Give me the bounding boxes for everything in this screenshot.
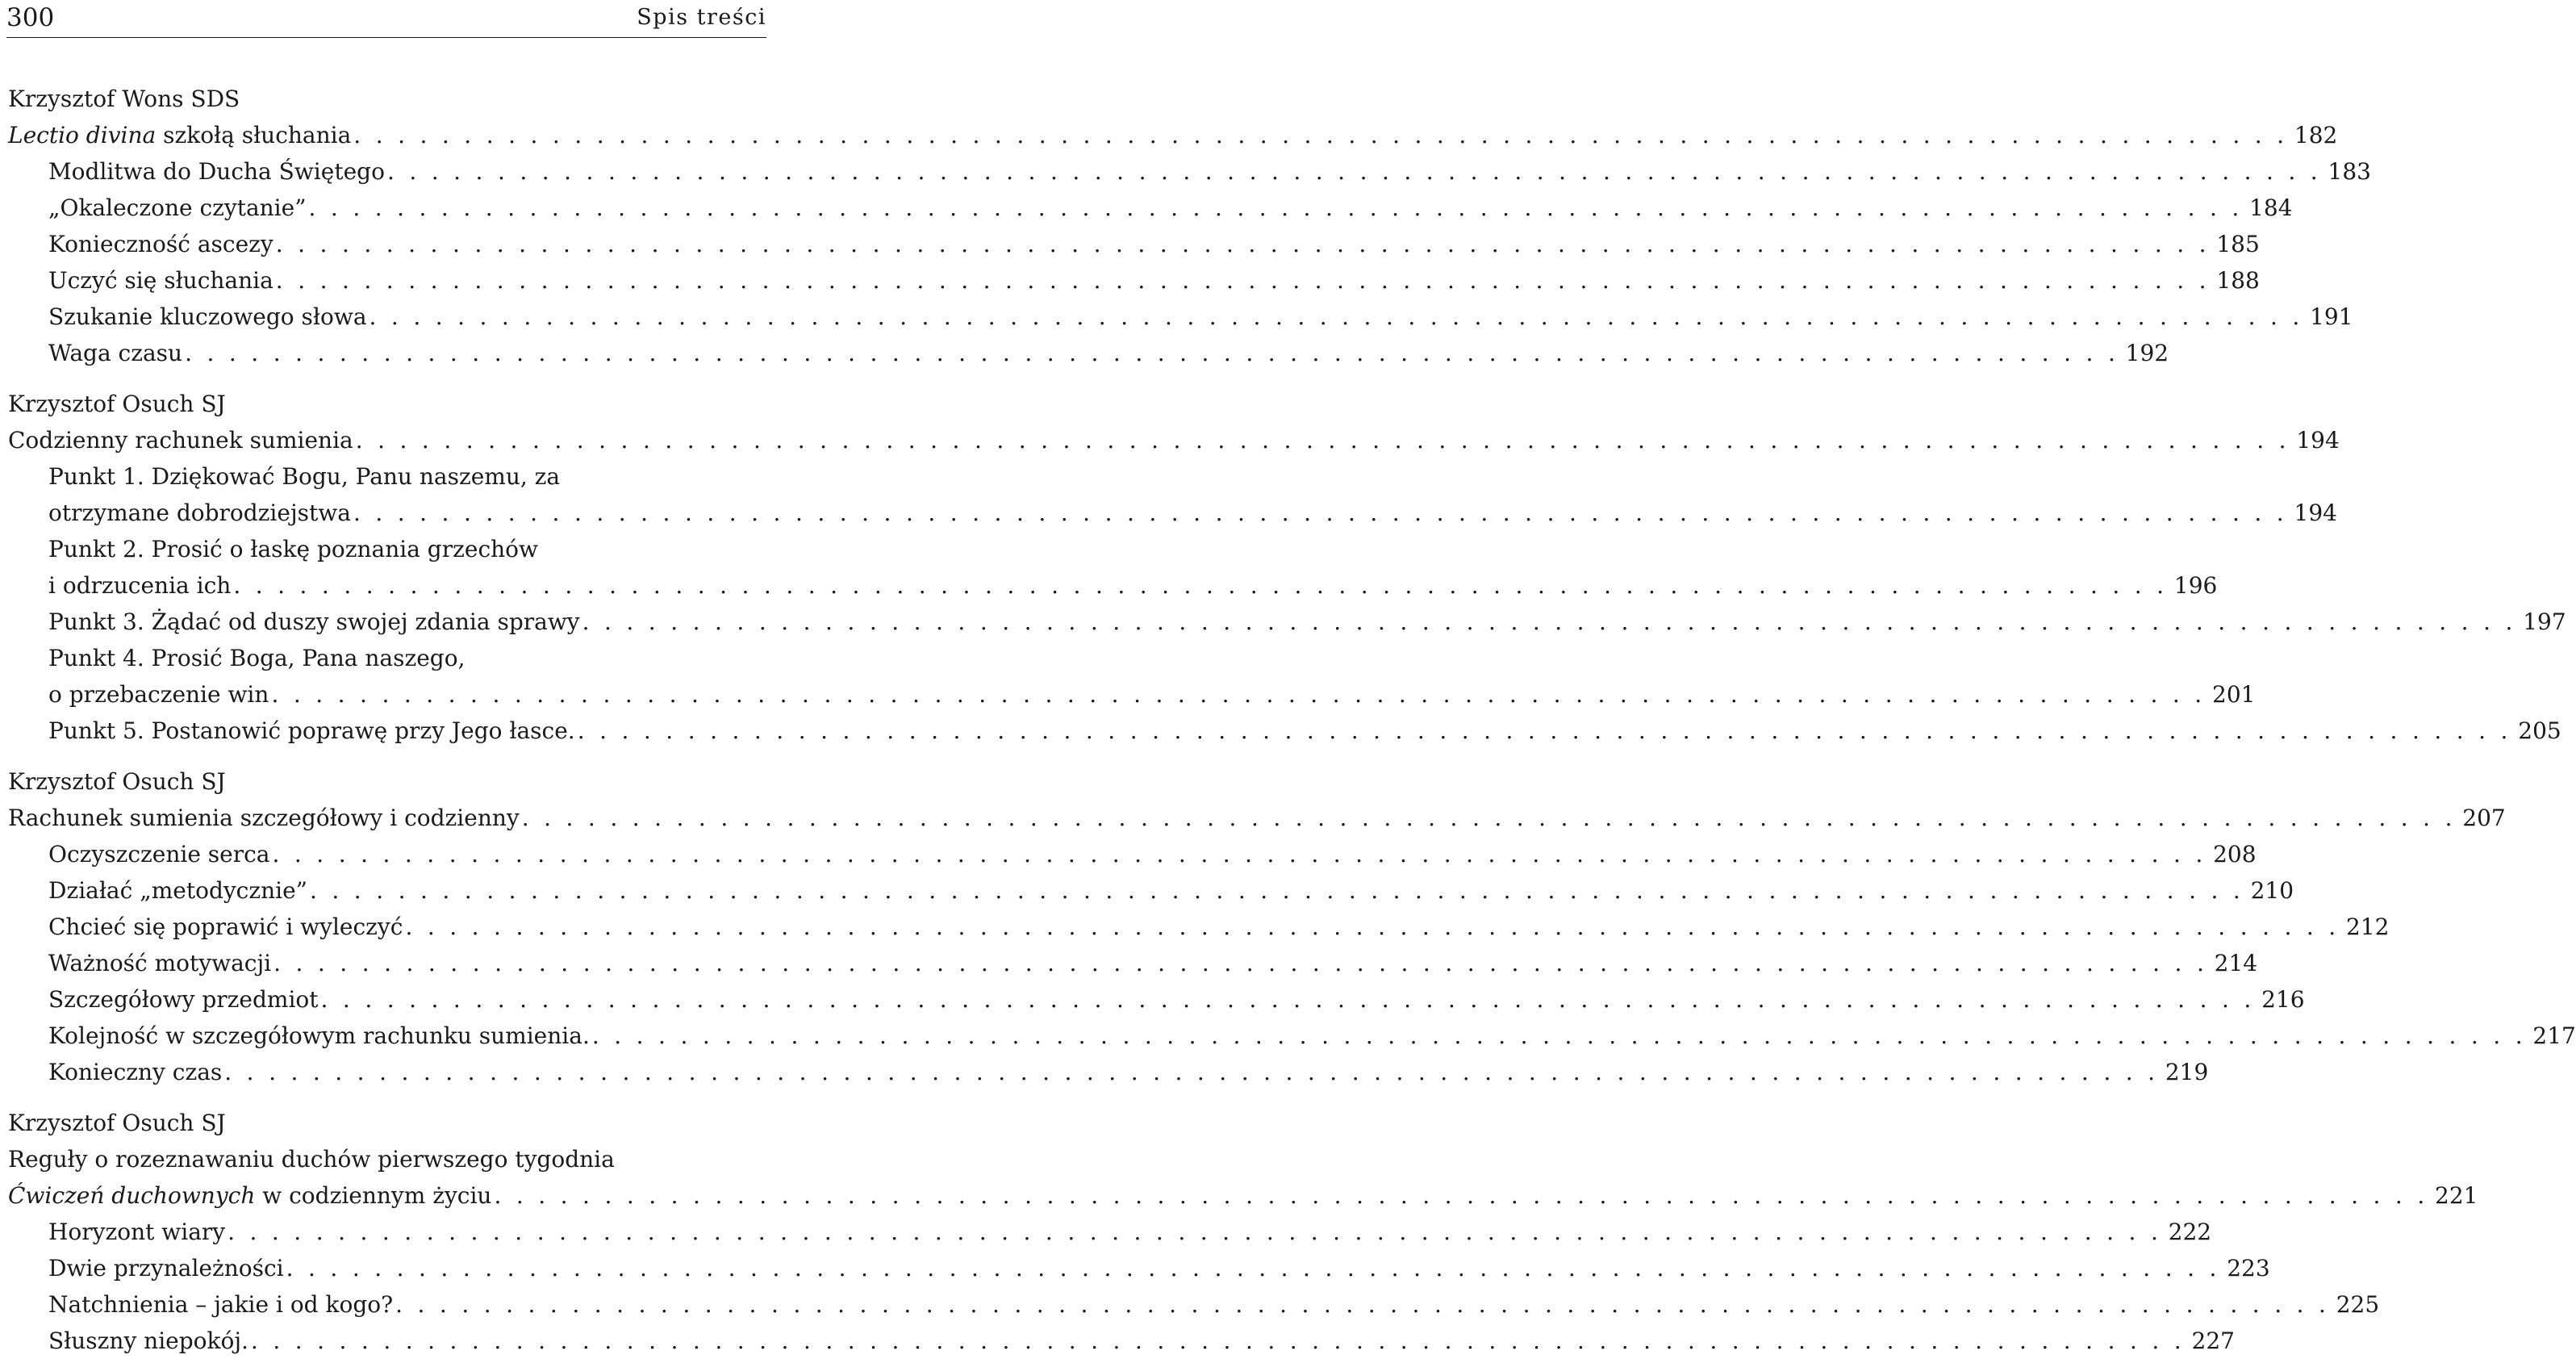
entry-first-line: Punkt 4. Prosić Boga, Pana naszego, <box>48 645 466 671</box>
page-ref: 197 <box>2523 608 2566 635</box>
toc-entry[interactable] <box>8 676 2256 713</box>
entry-first-line: Punkt 2. Prosić o łaskę poznania grzechów <box>48 536 538 562</box>
toc-entry[interactable] <box>8 981 2305 1018</box>
dot-leader <box>307 872 2244 909</box>
entry-label: Modlitwa do Ducha Świętego <box>48 158 385 185</box>
dot-leader <box>403 909 2340 945</box>
page-ref: 216 <box>2261 986 2305 1013</box>
entry-label: Uczyć się słuchania <box>48 267 273 294</box>
dot-leader <box>393 1286 2330 1323</box>
page-header <box>6 0 766 38</box>
toc-entry[interactable] <box>8 604 2566 640</box>
title-rest: w codziennym życiu <box>255 1182 492 1209</box>
page-ref: 183 <box>2328 158 2371 185</box>
entry-label: i odrzucenia ich <box>48 572 232 599</box>
toc-entry[interactable] <box>8 1323 2235 1359</box>
toc-entry[interactable] <box>8 153 2371 190</box>
page-ref: 182 <box>2294 122 2338 148</box>
toc-entry-title[interactable] <box>8 800 2506 836</box>
entry-label: Horyzont wiary <box>48 1219 226 1245</box>
entry-label: Chcieć się poprawić i wyleczyć <box>48 914 403 940</box>
section-title: Codzienny rachunek sumienia <box>8 427 353 454</box>
dot-leader <box>270 836 2207 872</box>
entry-label: Szukanie kluczowego słowa <box>48 303 367 330</box>
dot-leader <box>273 262 2211 299</box>
dot-leader <box>580 604 2517 640</box>
entry-label: Konieczny czas <box>48 1059 223 1085</box>
page-ref: 219 <box>2165 1059 2209 1085</box>
page-ref: 184 <box>2249 194 2293 221</box>
page-ref: 227 <box>2191 1327 2235 1354</box>
dot-leader <box>271 945 2208 981</box>
page-ref: 188 <box>2216 267 2260 294</box>
dot-leader <box>284 1250 2221 1286</box>
dot-leader <box>269 676 2206 713</box>
page-ref: 223 <box>2227 1255 2270 1281</box>
dot-leader <box>385 153 2322 190</box>
entry-label: Dwie przynależności <box>48 1255 284 1281</box>
section-author: Krzysztof Wons SDS <box>8 86 240 112</box>
dot-leader <box>575 713 2512 749</box>
toc-entry-title[interactable] <box>8 422 2340 458</box>
toc-entry[interactable] <box>8 713 2561 749</box>
section-title-line1: Reguły o rozeznawaniu duchów pierwszego tygodnia <box>8 1146 615 1173</box>
entry-label: Punkt 3. Żądać od duszy swojej zdania sprawy <box>48 608 580 635</box>
entry-label: otrzymane dobrodziejstwa <box>48 500 351 526</box>
dot-leader <box>225 1214 2162 1250</box>
page-ref: 222 <box>2168 1219 2212 1245</box>
dot-leader <box>367 299 2304 335</box>
toc-entry-title[interactable] <box>8 117 2338 153</box>
entry-label: Słuszny niepokój. <box>48 1327 248 1354</box>
page-ref: 225 <box>2336 1291 2380 1318</box>
dot-leader <box>248 1323 2186 1359</box>
toc-section <box>8 386 2566 749</box>
entry-first-line: Punkt 1. Dziękować Bogu, Panu naszemu, za <box>48 463 561 490</box>
toc-entry[interactable] <box>8 872 2294 909</box>
toc-section <box>8 1105 2478 1359</box>
page-ref: 221 <box>2435 1182 2478 1209</box>
toc-section <box>8 81 2371 371</box>
page-number: 300 <box>6 3 55 32</box>
dot-leader <box>319 981 2256 1018</box>
toc-entry[interactable] <box>8 190 2293 226</box>
toc-entry-title[interactable] <box>8 1177 2478 1214</box>
section-author: Krzysztof Osuch SJ <box>8 768 226 795</box>
section-author: Krzysztof Osuch SJ <box>8 391 226 417</box>
toc-entry[interactable] <box>8 1054 2209 1090</box>
dot-leader <box>351 495 2288 531</box>
entry-label: Natchnienia – jakie i od kogo? <box>48 1291 394 1318</box>
toc-entry[interactable] <box>8 226 2260 262</box>
toc-entry[interactable] <box>8 909 2390 945</box>
page-ref: 192 <box>2125 340 2169 366</box>
dot-leader <box>273 226 2211 262</box>
page-ref: 201 <box>2212 681 2256 708</box>
dot-leader <box>520 800 2457 836</box>
toc-entry[interactable] <box>8 945 2258 981</box>
page-ref: 194 <box>2294 500 2337 526</box>
page-ref: 207 <box>2462 805 2506 831</box>
section-title: Rachunek sumienia szczegółowy i codzienny <box>8 805 520 831</box>
toc-section <box>8 763 2576 1090</box>
title-rest: szkołą słuchania <box>156 122 352 148</box>
page-ref: 208 <box>2213 841 2257 868</box>
entry-label: Kolejność w szczegółowym rachunku sumienia. <box>48 1022 590 1049</box>
page-ref: 185 <box>2216 231 2260 257</box>
dot-leader <box>353 422 2290 458</box>
page-ref: 214 <box>2214 950 2258 976</box>
title-italic: Ćwiczeń duchownych <box>8 1182 256 1209</box>
entry-label: Ważność motywacji <box>48 950 272 976</box>
entry-label: „Okaleczone czytanie” <box>48 194 307 221</box>
dot-leader <box>307 190 2244 226</box>
entry-label: Punkt 5. Postanowić poprawę przy Jego łasce. <box>48 717 575 744</box>
entry-label: Konieczność ascezy <box>48 231 273 257</box>
toc-entry[interactable] <box>8 1214 2212 1250</box>
toc-entry[interactable] <box>8 567 2218 604</box>
page-ref: 217 <box>2532 1022 2576 1049</box>
toc-entry[interactable] <box>8 299 2353 335</box>
dot-leader <box>491 1177 2428 1214</box>
section-author: Krzysztof Osuch SJ <box>8 1110 226 1136</box>
entry-label: Szczegółowy przedmiot <box>48 986 319 1013</box>
entry-label: Działać „metodycznie” <box>48 877 307 904</box>
toc-entry[interactable] <box>8 495 2337 531</box>
table-of-contents <box>8 81 2576 1359</box>
toc-entry[interactable] <box>8 1018 2576 1054</box>
entry-label: o przebaczenie win <box>48 681 269 708</box>
toc-entry[interactable] <box>8 262 2260 299</box>
page-ref: 194 <box>2296 427 2340 454</box>
toc-entry[interactable] <box>8 836 2257 872</box>
entry-label: Waga czasu <box>48 340 183 366</box>
title-italic: Lectio divina <box>8 122 157 148</box>
page-ref: 205 <box>2518 717 2561 744</box>
page-ref: 196 <box>2173 572 2218 599</box>
toc-entry[interactable] <box>8 335 2169 371</box>
dot-leader <box>231 567 2168 604</box>
dot-leader <box>590 1018 2527 1054</box>
dot-leader <box>351 117 2288 153</box>
running-head: Spis treści <box>637 5 766 30</box>
page-ref: 191 <box>2310 303 2353 330</box>
page-ref: 212 <box>2346 914 2390 940</box>
entry-label: Oczyszczenie serca <box>48 841 270 868</box>
dot-leader <box>182 335 2119 371</box>
dot-leader <box>222 1054 2159 1090</box>
page-ref: 210 <box>2250 877 2294 904</box>
toc-entry[interactable] <box>8 1250 2270 1286</box>
toc-entry[interactable] <box>8 1286 2380 1323</box>
